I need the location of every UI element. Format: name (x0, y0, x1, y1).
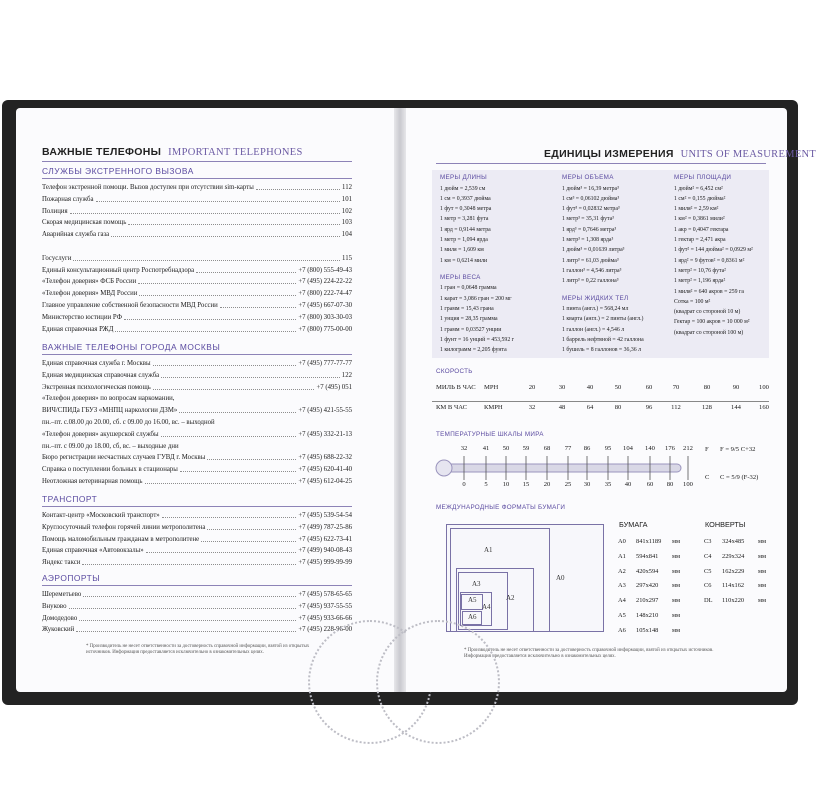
measure-line: 1 миля² = 640 акров = 259 га (674, 288, 744, 295)
section-divider (42, 178, 352, 179)
measure-line: 1 фут³ = 0,02832 метра³ (562, 206, 620, 213)
format-unit: мм (672, 552, 681, 560)
dot-leader (201, 541, 296, 542)
phone-row-name: Яндекс такси (42, 559, 81, 567)
speed-divider (432, 401, 769, 402)
phone-row-number: 112 (342, 184, 352, 191)
format-size: 324х485 (722, 538, 745, 545)
format-name: A0 (618, 538, 626, 545)
dot-leader (179, 412, 296, 413)
phone-row (42, 276, 352, 287)
phone-row-number: +7 (495) 937-55-55 (298, 602, 352, 610)
measure-line: 1 км = 0,6214 мили (440, 257, 488, 264)
page-title (544, 148, 816, 160)
phone-row (42, 300, 352, 311)
dot-leader (70, 213, 340, 214)
phone-row-name: Единая справочная РЖД (42, 325, 114, 333)
format-size: 594х841 (636, 552, 659, 560)
phone-row-number: +7 (495) 933-66-66 (298, 614, 352, 622)
speed-value: 160 (759, 404, 769, 411)
dot-leader (153, 389, 315, 390)
measure-line: 1 акр = 0,4047 гектара (674, 226, 729, 233)
phone-row-name: Неотложная ветеринарная помощь (42, 478, 143, 485)
celsius-value: 80 (666, 481, 674, 488)
phone-row-name: пн.–пт. с 09.00 до 18.00, сб, вс. – выходные дни (42, 442, 179, 450)
phone-row-name: Главное управление собственной безопасности МВД России (42, 302, 218, 309)
phone-row (42, 417, 352, 428)
celsius-value: 5 (484, 481, 488, 488)
phone-row-name: Аварийная служба газа (42, 231, 110, 239)
measure-line: 1 метр² = 10,76 фута² (674, 267, 726, 274)
measure-line: 1 грамм = 0,03527 унции (440, 326, 502, 333)
phone-row-number: +7 (499) 787-25-86 (298, 523, 352, 531)
phone-row-name: Госуслуги (42, 254, 72, 262)
paper-column-heading: БУМАГА (619, 520, 648, 529)
dot-leader (115, 331, 296, 332)
right-page-units (406, 108, 816, 692)
measure-line: 1 фунт = 16 унций = 453,592 г (440, 336, 515, 343)
phone-row (42, 229, 352, 240)
phone-row-number: +7 (495) 332-21-13 (298, 430, 352, 438)
measure-line: 1 галлон (англ.) = 4,546 л (562, 326, 625, 333)
speed-value: 64 (586, 404, 594, 411)
celsius-value: 30 (583, 481, 591, 488)
phone-row (42, 522, 352, 533)
speed-value: 40 (586, 384, 594, 391)
celsius-value: 25 (564, 481, 572, 488)
phone-row-name: Пожарная служба (42, 195, 94, 203)
dot-leader (73, 260, 340, 261)
phone-row (42, 312, 352, 323)
format-unit: мм (758, 552, 767, 560)
celsius-value: 15 (522, 481, 530, 488)
measure-line: 1 грамм = 15,43 грана (440, 306, 494, 312)
phone-row (42, 534, 352, 545)
fahrenheit-value: 68 (543, 445, 551, 452)
format-name: C3 (704, 538, 712, 545)
section-divider (42, 585, 352, 586)
dot-leader (207, 459, 296, 460)
measure-line: 1 бушель = 8 галлонов = 36,36 л (562, 347, 642, 354)
dot-leader (180, 471, 297, 472)
fahrenheit-label: F (705, 446, 709, 453)
speed-value: 70 (672, 384, 680, 391)
section-heading: АЭРОПОРТЫ (42, 573, 101, 583)
phone-row-number: +7 (495) 622-73-41 (298, 535, 352, 543)
speed-value: 100 (759, 384, 769, 391)
format-name: A5 (618, 612, 626, 619)
phone-row (42, 217, 352, 228)
measure-line: 1 ярд² = 9 футов² = 0,8361 м² (674, 257, 745, 264)
measure-line: 1 км² = 0,3861 мили² (674, 216, 725, 223)
phone-row-number: 101 (341, 195, 352, 203)
section-divider (42, 506, 352, 507)
phone-row (42, 464, 352, 475)
phone-row-name: Полиция (42, 207, 68, 215)
format-size: 420х594 (636, 567, 659, 575)
phone-row-name: Домодедово (42, 614, 78, 622)
phone-row-number: +7 (495) 051 (316, 383, 352, 391)
paper-formats-heading: МЕЖДУНАРОДНЫЕ ФОРМАТЫ БУМАГИ (436, 504, 566, 511)
dot-leader (146, 552, 297, 553)
fahrenheit-value: 59 (522, 445, 530, 452)
format-unit: мм (672, 582, 681, 590)
phone-row (42, 288, 352, 299)
phone-row-number: +7 (495) 777-77-77 (298, 360, 352, 367)
measure-line: 1 гектар = 2,471 акра (674, 237, 726, 243)
phone-row-number: +7 (800) 555-49-43 (298, 266, 352, 274)
phone-row-number: +7 (499) 940-08-43 (298, 547, 352, 555)
measure-line: 1 метр³ = 35,31 фута³ (562, 216, 614, 223)
format-unit: мм (672, 538, 681, 545)
section-divider (42, 354, 352, 355)
format-size: 841х1189 (636, 538, 662, 545)
speed-value: 32 (528, 404, 536, 411)
measure-line: Сотка = 100 м² (674, 298, 711, 305)
measure-group-heading: МЕРЫ ВЕСА (440, 273, 481, 281)
speed-row-label: МИЛЬ В ЧАС (436, 384, 476, 391)
phone-row-name: «Телефон доверия» акушерской службы (42, 430, 159, 438)
measure-line: 1 см = 0,3937 дюйма (440, 195, 491, 202)
dot-leader (207, 529, 296, 530)
measure-group-heading: МЕРЫ ДЛИНЫ (440, 174, 488, 181)
phone-row-number: +7 (495) 999-99-99 (298, 559, 352, 567)
page-title-ru: ВАЖНЫЕ ТЕЛЕФОНЫ (42, 146, 162, 158)
phone-row-name: Помощь маломобильным гражданам в метрополитене (42, 535, 200, 543)
measure-line: 1 унция = 28,35 грамма (440, 316, 498, 323)
phone-row-number: +7 (495) 224-22-22 (298, 278, 352, 286)
phone-row (42, 324, 352, 335)
phone-row-number: +7 (800) 222-74-47 (298, 290, 352, 298)
measure-line: (квадрат со стороной 100 м) (674, 329, 744, 336)
phone-row-number: 103 (341, 219, 352, 227)
phone-row-name: Внуково (42, 602, 67, 610)
envelope-column-heading: КОНВЕРТЫ (705, 520, 746, 529)
format-unit: мм (758, 597, 767, 605)
format-size: 148х210 (636, 612, 659, 619)
phone-row-number: +7 (495) 620-41-40 (298, 466, 352, 474)
speed-value: 96 (645, 404, 653, 411)
phone-row-number: +7 (495) 667-07-30 (298, 302, 352, 309)
format-unit: мм (672, 567, 681, 575)
paper-size-label: A0 (556, 574, 565, 582)
dot-leader (161, 436, 297, 437)
fahrenheit-value: 104 (623, 445, 633, 452)
measure-group-heading: МЕРЫ ОБЪЕМА (562, 174, 614, 181)
dot-leader (162, 517, 297, 518)
speed-value: 48 (558, 404, 566, 411)
paper-size-label: A1 (484, 546, 493, 554)
phone-row-name: Справка о поступлении больных в стационары (42, 466, 178, 474)
dot-leader (138, 283, 296, 284)
dot-leader (145, 483, 297, 484)
thermometer-bulb (436, 460, 452, 476)
phone-row (42, 510, 352, 521)
celsius-value: 10 (502, 481, 510, 488)
paper-size-label: A3 (472, 580, 481, 588)
speed-value: 80 (614, 404, 622, 411)
speed-value: 112 (671, 404, 681, 411)
dot-leader (128, 224, 339, 225)
speed-value: 60 (645, 384, 653, 391)
speed-value: 30 (558, 384, 566, 391)
format-name: A3 (618, 582, 626, 590)
celsius-formula: C = 5/9 (F-32) (720, 474, 759, 481)
left-page-telephones (16, 108, 394, 692)
phone-row-number: +7 (800) 303-30-03 (298, 313, 352, 321)
section-heading: СЛУЖБЫ ЭКСТРЕННОГО ВЫЗОВА (42, 166, 194, 176)
phone-row-number: +7 (495) 539-54-54 (298, 512, 352, 519)
format-name: C5 (704, 567, 712, 575)
speed-heading: СКОРОСТЬ (436, 368, 473, 375)
phone-row (42, 601, 352, 612)
celsius-value: 40 (624, 481, 632, 488)
format-name: DL (704, 597, 713, 605)
book-spine-gutter (394, 108, 406, 692)
dot-leader (69, 608, 297, 609)
fahrenheit-value: 77 (564, 445, 572, 452)
phone-row-number: 104 (341, 231, 352, 239)
phone-row-number: +7 (495) 421-55-55 (298, 407, 352, 415)
phone-row-name: Единая медицинская справочная служба (42, 371, 160, 379)
phone-row (42, 429, 352, 440)
fahrenheit-value: 176 (665, 445, 675, 452)
phone-row (42, 265, 352, 276)
format-size: 110х220 (722, 597, 745, 605)
phone-row (42, 393, 352, 404)
phone-row-number: +7 (495) 228-96-00 (298, 626, 352, 634)
phone-row-name: Единый консультационный центр Роспотребнадзора (42, 266, 195, 274)
fahrenheit-value: 212 (683, 445, 693, 452)
page-title-ru: ЕДИНИЦЫ ИЗМЕРЕНИЯ (544, 148, 674, 160)
phone-row (42, 557, 352, 568)
speed-value: 20 (528, 384, 536, 391)
temperature-heading: ТЕМПЕРАТУРНЫЕ ШКАЛЫ МИРА (436, 431, 544, 438)
speed-value: 80 (703, 384, 711, 391)
phone-row-name: Экстренная психологическая помощь (42, 383, 151, 391)
fahrenheit-formula: F = 9/5 C+32 (720, 446, 756, 453)
phone-row (42, 589, 352, 600)
title-divider (436, 163, 766, 164)
speed-row-unit: MPH (484, 384, 499, 391)
format-name: A6 (618, 626, 626, 634)
paper-size-label: A2 (506, 594, 515, 602)
measure-line: 1 см³ = 0,06102 дюйма³ (562, 195, 620, 202)
page-title-en: UNITS OF MEASUREMENT (680, 149, 816, 160)
measure-line: 1 метр = 1,094 ярда (440, 237, 488, 243)
celsius-value: 35 (604, 481, 612, 488)
measure-line: 1 фут = 0,3048 метра (440, 206, 492, 213)
measure-line: 1 см² = 0,155 дюйма² (674, 195, 726, 202)
page-title (42, 146, 303, 158)
format-name: C4 (704, 552, 712, 560)
measure-line: 1 ярд = 0,9144 метра (440, 226, 491, 233)
fahrenheit-value: 140 (645, 445, 655, 452)
format-unit: мм (758, 567, 767, 575)
format-name: A4 (618, 597, 626, 605)
phone-row-name: Единая справочная «Автовокзалы» (42, 547, 144, 555)
measure-line: 1 дюйм³ = 16,39 метра³ (562, 185, 619, 192)
phone-row (42, 358, 352, 369)
dot-leader (76, 631, 296, 632)
speed-value: 90 (732, 384, 740, 391)
phone-row-number: 115 (342, 254, 352, 262)
dot-leader (96, 201, 340, 202)
phone-row (42, 206, 352, 217)
phone-row (42, 405, 352, 416)
dot-leader (79, 620, 296, 621)
dot-leader (153, 365, 297, 366)
format-unit: мм (758, 538, 767, 545)
phone-row-number: +7 (495) 578-65-65 (298, 591, 352, 598)
phone-row-number: 102 (341, 207, 352, 215)
celsius-value: 100 (683, 481, 693, 488)
section-heading: ТРАНСПОРТ (42, 494, 98, 504)
format-name: C6 (704, 582, 712, 590)
format-unit: мм (672, 612, 681, 619)
celsius-value: 60 (646, 481, 654, 488)
paper-size-label: A5 (468, 596, 477, 604)
phone-row (42, 441, 352, 452)
measure-line: 1 литр³ = 61,03 дюйма³ (562, 257, 619, 264)
dot-leader (196, 272, 296, 273)
phone-row-name: Единая справочная служба г. Москвы (42, 360, 151, 367)
format-name: A2 (618, 567, 626, 575)
phone-row-number: +7 (495) 688-22-32 (298, 454, 352, 462)
phone-row (42, 452, 352, 463)
measure-line: 1 миля² = 2,59 км² (674, 206, 719, 213)
speed-row-unit: КМРН (484, 404, 503, 411)
footnote: * Производитель не несет ответственности за достоверность справочной информации, взятой из открытых источников. Информация предоставляется исключительно в ознакомительных целях. (464, 648, 714, 659)
format-size: 297х420 (636, 582, 659, 590)
celsius-value: 20 (543, 481, 551, 488)
measure-line: 1 дюйм² = 6,452 см² (674, 185, 723, 192)
measure-line: 1 килограмм = 2,205 фунта (440, 347, 507, 354)
phone-row-name: Министерство юстиции РФ (42, 313, 122, 321)
format-name: A1 (618, 552, 626, 560)
footnote: * Производитель не несет ответственности за достоверность справочной информации, взятой из открытых источников. Информация предоставляется исключительно в ознакомительных целях. (86, 644, 310, 655)
phone-row-name: пн.–пт. с.08.00 до 20.00, сб. с 09.00 до 16.00, вс. – выходной (42, 419, 215, 426)
phone-row (42, 194, 352, 205)
phone-row-name: Жуковский (42, 626, 75, 634)
phone-row (42, 382, 352, 393)
phone-row (42, 545, 352, 556)
speed-value: 144 (731, 404, 741, 411)
fahrenheit-value: 32 (460, 445, 468, 452)
phone-row (42, 182, 352, 193)
measure-line: 1 баррель нефтяной = 42 галлона (562, 336, 644, 343)
phone-row-number: +7 (495) 612-04-25 (298, 478, 352, 485)
dot-leader (220, 307, 297, 308)
phone-row-name: «Телефон доверия» ФСБ России (42, 278, 137, 286)
format-size: 162х229 (722, 567, 745, 575)
measure-line: Гектар = 100 акров = 10 000 м² (674, 319, 750, 326)
format-size: 105х148 (636, 626, 659, 634)
dot-leader (256, 189, 340, 190)
measure-line: 1 метр² = 1,196 ярда² (674, 278, 726, 285)
measure-group-heading: МЕРЫ ЖИДКИХ ТЕЛ (562, 294, 629, 302)
decorative-dotted-arc (376, 620, 500, 744)
measure-line: 1 гран = 0,0648 грамма (440, 285, 497, 292)
section-heading: ВАЖНЫЕ ТЕЛЕФОНЫ ГОРОДА МОСКВЫ (42, 342, 221, 352)
phone-row-name: «Телефон доверия» по вопросам наркомании, (42, 395, 175, 403)
phone-row (42, 624, 352, 635)
speed-value: 50 (614, 384, 622, 391)
celsius-value: 0 (462, 481, 466, 488)
measure-group-heading: МЕРЫ ПЛОЩАДИ (674, 174, 732, 181)
fahrenheit-value: 50 (502, 445, 510, 452)
phone-row (42, 370, 352, 381)
speed-row-label: КМ В ЧАС (436, 404, 468, 411)
measure-line: 1 фут² = 144 дюйма² = 0,0929 м² (674, 247, 753, 254)
dot-leader (83, 596, 296, 597)
measure-line: (квадрат со стороной 10 м) (674, 309, 741, 316)
phone-row-number: 122 (341, 371, 352, 379)
format-unit: мм (672, 597, 681, 605)
measure-line: 1 метр = 3,281 фута (440, 216, 489, 223)
paper-size-label: A6 (468, 613, 477, 621)
paper-size-label: A4 (482, 603, 491, 611)
phone-row-name: Бюро регистрации несчастных случаев ГУВД г. Москвы (42, 454, 206, 462)
dot-leader (111, 236, 340, 237)
phone-row (42, 253, 352, 264)
phone-row-name: Телефон экстренной помощи. Вызов доступен при отсутствии sim-карты (42, 184, 254, 191)
phone-row-number: +7 (800) 775-00-00 (298, 325, 352, 333)
format-unit: мм (672, 626, 681, 634)
title-divider (42, 161, 352, 162)
dot-leader (124, 319, 296, 320)
fahrenheit-value: 41 (482, 445, 490, 452)
dot-leader (82, 564, 296, 565)
thermometer-tube (446, 464, 681, 472)
phone-row-name: Круглосуточный телефон горячей линии метрополитена (42, 523, 206, 531)
speed-value: 128 (702, 404, 712, 411)
measure-line: 1 кварта (англ.) = 2 пинты (англ.) (562, 316, 644, 323)
phone-row-name: ВИЧ/СПИДа ГБУЗ «МНПЦ наркологии ДЗМ» (42, 407, 178, 415)
measure-line: 1 миля = 1,609 км (440, 247, 484, 254)
measure-line: 1 карат = 3,086 гран = 200 мг (440, 295, 512, 302)
celsius-label: C (705, 474, 710, 481)
fahrenheit-value: 95 (604, 445, 612, 452)
measure-line: 1 литр³ = 0,22 галлона³ (562, 278, 619, 285)
format-size: 210х297 (636, 597, 659, 605)
fahrenheit-value: 86 (583, 445, 591, 452)
measure-line: 1 галлон³ = 4,546 литра³ (562, 267, 622, 274)
format-unit: мм (758, 582, 767, 590)
phone-row-name: Шереметьево (42, 591, 82, 598)
format-size: 114х162 (722, 582, 745, 590)
measure-line: 1 дюйм³ = 0,01639 литра³ (562, 247, 625, 254)
format-size: 229х324 (722, 552, 745, 560)
phone-row-name: Скорая медицинская помощь (42, 219, 127, 227)
measure-line: 1 дюйм = 2,539 см (440, 185, 486, 192)
dot-leader (161, 377, 340, 378)
phone-row-name: «Телефон доверия» МВД России (42, 290, 138, 298)
phone-row (42, 476, 352, 487)
measure-line: 1 ярд³ = 0,7646 метра³ (562, 226, 617, 233)
phone-row-name: Контакт-центр «Московский транспорт» (42, 512, 160, 519)
measure-line: 1 пинта (англ.) = 568,24 мл (562, 306, 629, 312)
phone-row (42, 613, 352, 624)
dot-leader (139, 295, 296, 296)
measure-line: 1 метр³ = 1,308 ярда³ (562, 237, 614, 243)
page-title-en: IMPORTANT TELEPHONES (168, 147, 303, 158)
